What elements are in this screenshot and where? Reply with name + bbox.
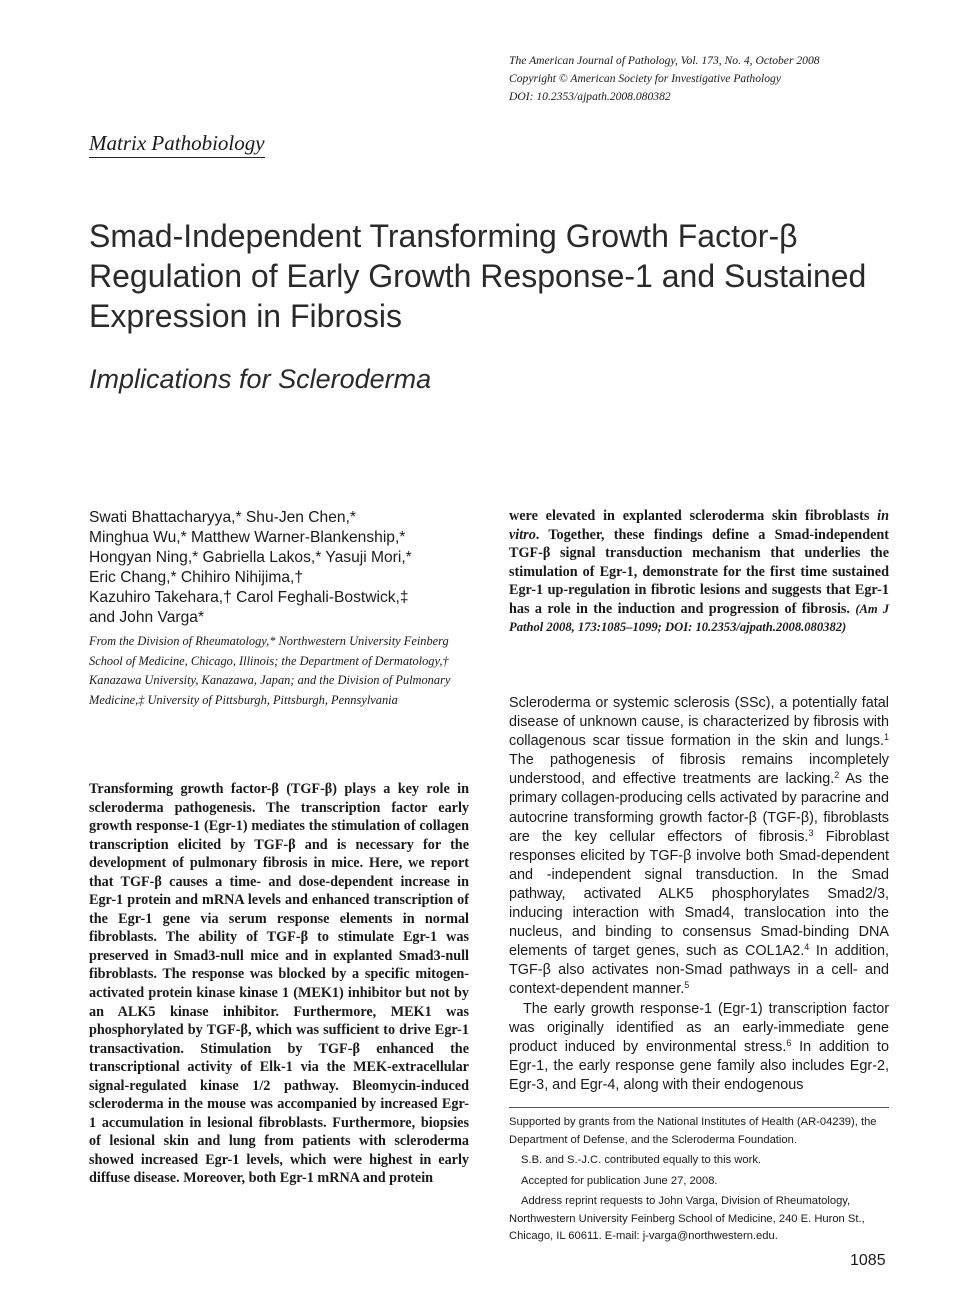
article-title: Smad-Independent Transforming Growth Factor-β Regulation of Early Growth Response-1 and Sustained Expression in Fibrosis bbox=[89, 218, 867, 334]
body-text-run: The pathogenesis of fibrosis remains incompletely understood, and effective treatments are lacking. bbox=[509, 752, 889, 788]
article-subtitle: Implications for Scleroderma bbox=[89, 364, 432, 394]
reference-marker: 2 bbox=[834, 770, 840, 781]
author-line: and John Varga* bbox=[89, 609, 205, 626]
body-text-run: In addition to Egr-1, the early response gene family also includes Egr-2, Egr-3, and Egr-4, along with their endogenous bbox=[509, 1038, 889, 1093]
abstract-italic-text: in vitro bbox=[509, 508, 889, 543]
journal-header bbox=[509, 52, 949, 106]
footnote-funding: Supported by grants from the National Institutes of Health (AR-04239), the Department of Defense, and the Scleroderma Foundation. bbox=[509, 1116, 877, 1146]
body-text-run: Fibroblast responses elicited by TGF-β involve both Smad-dependent and -independent signal transduction. In the Smad pathway, activated ALK5 phosphorylates Smad2/3, inducing interaction with Smad4, translocation into the nucleus, and binding to consensus Smad-binding DNA elements of target genes, such as COL1A2. bbox=[509, 828, 889, 960]
footnote-divider bbox=[509, 1107, 889, 1108]
body-paragraph bbox=[509, 1000, 889, 1095]
body-text-run: Scleroderma or systemic sclerosis (SSc), a potentially fatal disease of unknown cause, is characterized by fibrosis with collagenous scar tissue formation in the skin and lungs. bbox=[509, 695, 889, 750]
doi-line: DOI: 10.2353/ajpath.2008.080382 bbox=[509, 90, 671, 103]
body-text-run: The early growth response-1 (Egr-1) transcription factor was originally identified as an early-immediate gene product induced by environmental stress. bbox=[509, 1000, 889, 1055]
page-number: 1085 bbox=[850, 1252, 886, 1269]
journal-citation-line: The American Journal of Pathology, Vol. 173, No. 4, October 2008 bbox=[509, 54, 820, 67]
abstract-column-left: Transforming growth factor-β (TGF-β) plays a key role in scleroderma pathogenesis. The transcription factor early growth response-1 (Egr-1) mediates the stimulation of collagen transcription elicited by TGF-β and is necessary for the development of pulmonary fibrosis in mice. Here, we report that TGF-β causes a time- and dose-dependent increase in Egr-1 protein and mRNA levels and enhanced transcription of the Egr-1 gene via serum response elements in normal fibroblasts. The ability of TGF-β to stimulate Egr-1 was preserved in Smad3-null mice and in explanted Smad3-null fibroblasts. The response was blocked by a specific mitogen-activated protein kinase kinase 1 (MEK1) inhibitor but not by an ALK5 kinase inhibitor. Furthermore, MEK1 was phosphorylated by TGF-β, which was sufficient to drive Egr-1 transactivation. Stimulation by TGF-β enhanced the transcriptional activity of Elk-1 via the MEK-extracellular signal-regulated kinase 1/2 pathway. Bleomycin-induced scleroderma in the mouse was accompanied by increased Egr-1 accumulation in lesional fibroblasts. Furthermore, biopsies of lesional skin and lung from patients with scleroderma showed increased Egr-1 levels, which were highest in early diffuse disease. Moreover, both Egr-1 mRNA and protein bbox=[89, 781, 469, 1187]
section-label: Matrix Pathobiology bbox=[89, 131, 265, 158]
body-paragraph bbox=[509, 694, 889, 1000]
author-line: Minghua Wu,* Matthew Warner-Blankenship,* bbox=[89, 529, 406, 546]
author-line: Hongyan Ning,* Gabriella Lakos,* Yasuji Mori,* bbox=[89, 549, 412, 566]
abstract-text: . Together, these findings define a Smad-independent TGF-β signal transduction mechanism that underlies the stimulation of Egr-1, demonstrate for the first time sustained Egr-1 up-regulation in fibrotic lesions and suggests that Egr-1 has a role in the induction and progression of fibrosis. bbox=[509, 526, 889, 617]
reference-marker: 5 bbox=[684, 980, 690, 991]
author-line: Swati Bhattacharyya,* Shu-Jen Chen,* bbox=[89, 509, 356, 526]
author-list bbox=[89, 508, 479, 628]
body-text-run: In addition, TGF-β also activates non-Smad pathways in a cell- and context-dependent manner. bbox=[509, 943, 890, 998]
abstract-column-right bbox=[509, 507, 889, 637]
footnotes bbox=[509, 1114, 889, 1249]
copyright-line: Copyright © American Society for Investigative Pathology bbox=[509, 72, 781, 85]
reference-marker: 1 bbox=[883, 732, 889, 743]
affiliations: From the Division of Rheumatology,* Northwestern University Feinberg School of Medicine, Chicago, Illinois; the Department of Dermatology,† Kanazawa University, Kanazawa, Japan; and the Division of Pulmonary Medicine,‡ University of Pittsburgh, Pittsburgh, Pennsylvania bbox=[89, 634, 451, 707]
author-line: Kazuhiro Takehara,† Carol Feghali-Bostwick,‡ bbox=[89, 589, 409, 606]
body-text bbox=[509, 694, 889, 1095]
abstract-text: were elevated in explanted scleroderma skin fibroblasts bbox=[509, 508, 878, 524]
footnote-accepted: Accepted for publication June 27, 2008. bbox=[521, 1174, 718, 1187]
footnote-correspondence: Address reprint requests to John Varga, Division of Rheumatology, Northwestern University Feinberg School of Medicine, 240 E. Huron St., Chicago, IL 60611. E-mail: j-varga@northwestern.edu. bbox=[509, 1195, 865, 1242]
reference-marker: 6 bbox=[786, 1037, 792, 1048]
body-text-run: As the primary collagen-producing cells activated by paracrine and autocrine transforming growth factor-β (TGF-β), fibroblasts are the key cellular effectors of fibrosis. bbox=[509, 771, 889, 845]
reference-marker: 3 bbox=[808, 827, 814, 838]
footnote-contribution: S.B. and S.-J.C. contributed equally to this work. bbox=[521, 1154, 762, 1166]
abstract-citation: (Am J Pathol 2008, 173:1085–1099; DOI: 10.2353/ajpath.2008.080382) bbox=[509, 601, 889, 635]
author-line: Eric Chang,* Chihiro Nihijima,† bbox=[89, 569, 304, 586]
reference-marker: 4 bbox=[804, 942, 810, 953]
